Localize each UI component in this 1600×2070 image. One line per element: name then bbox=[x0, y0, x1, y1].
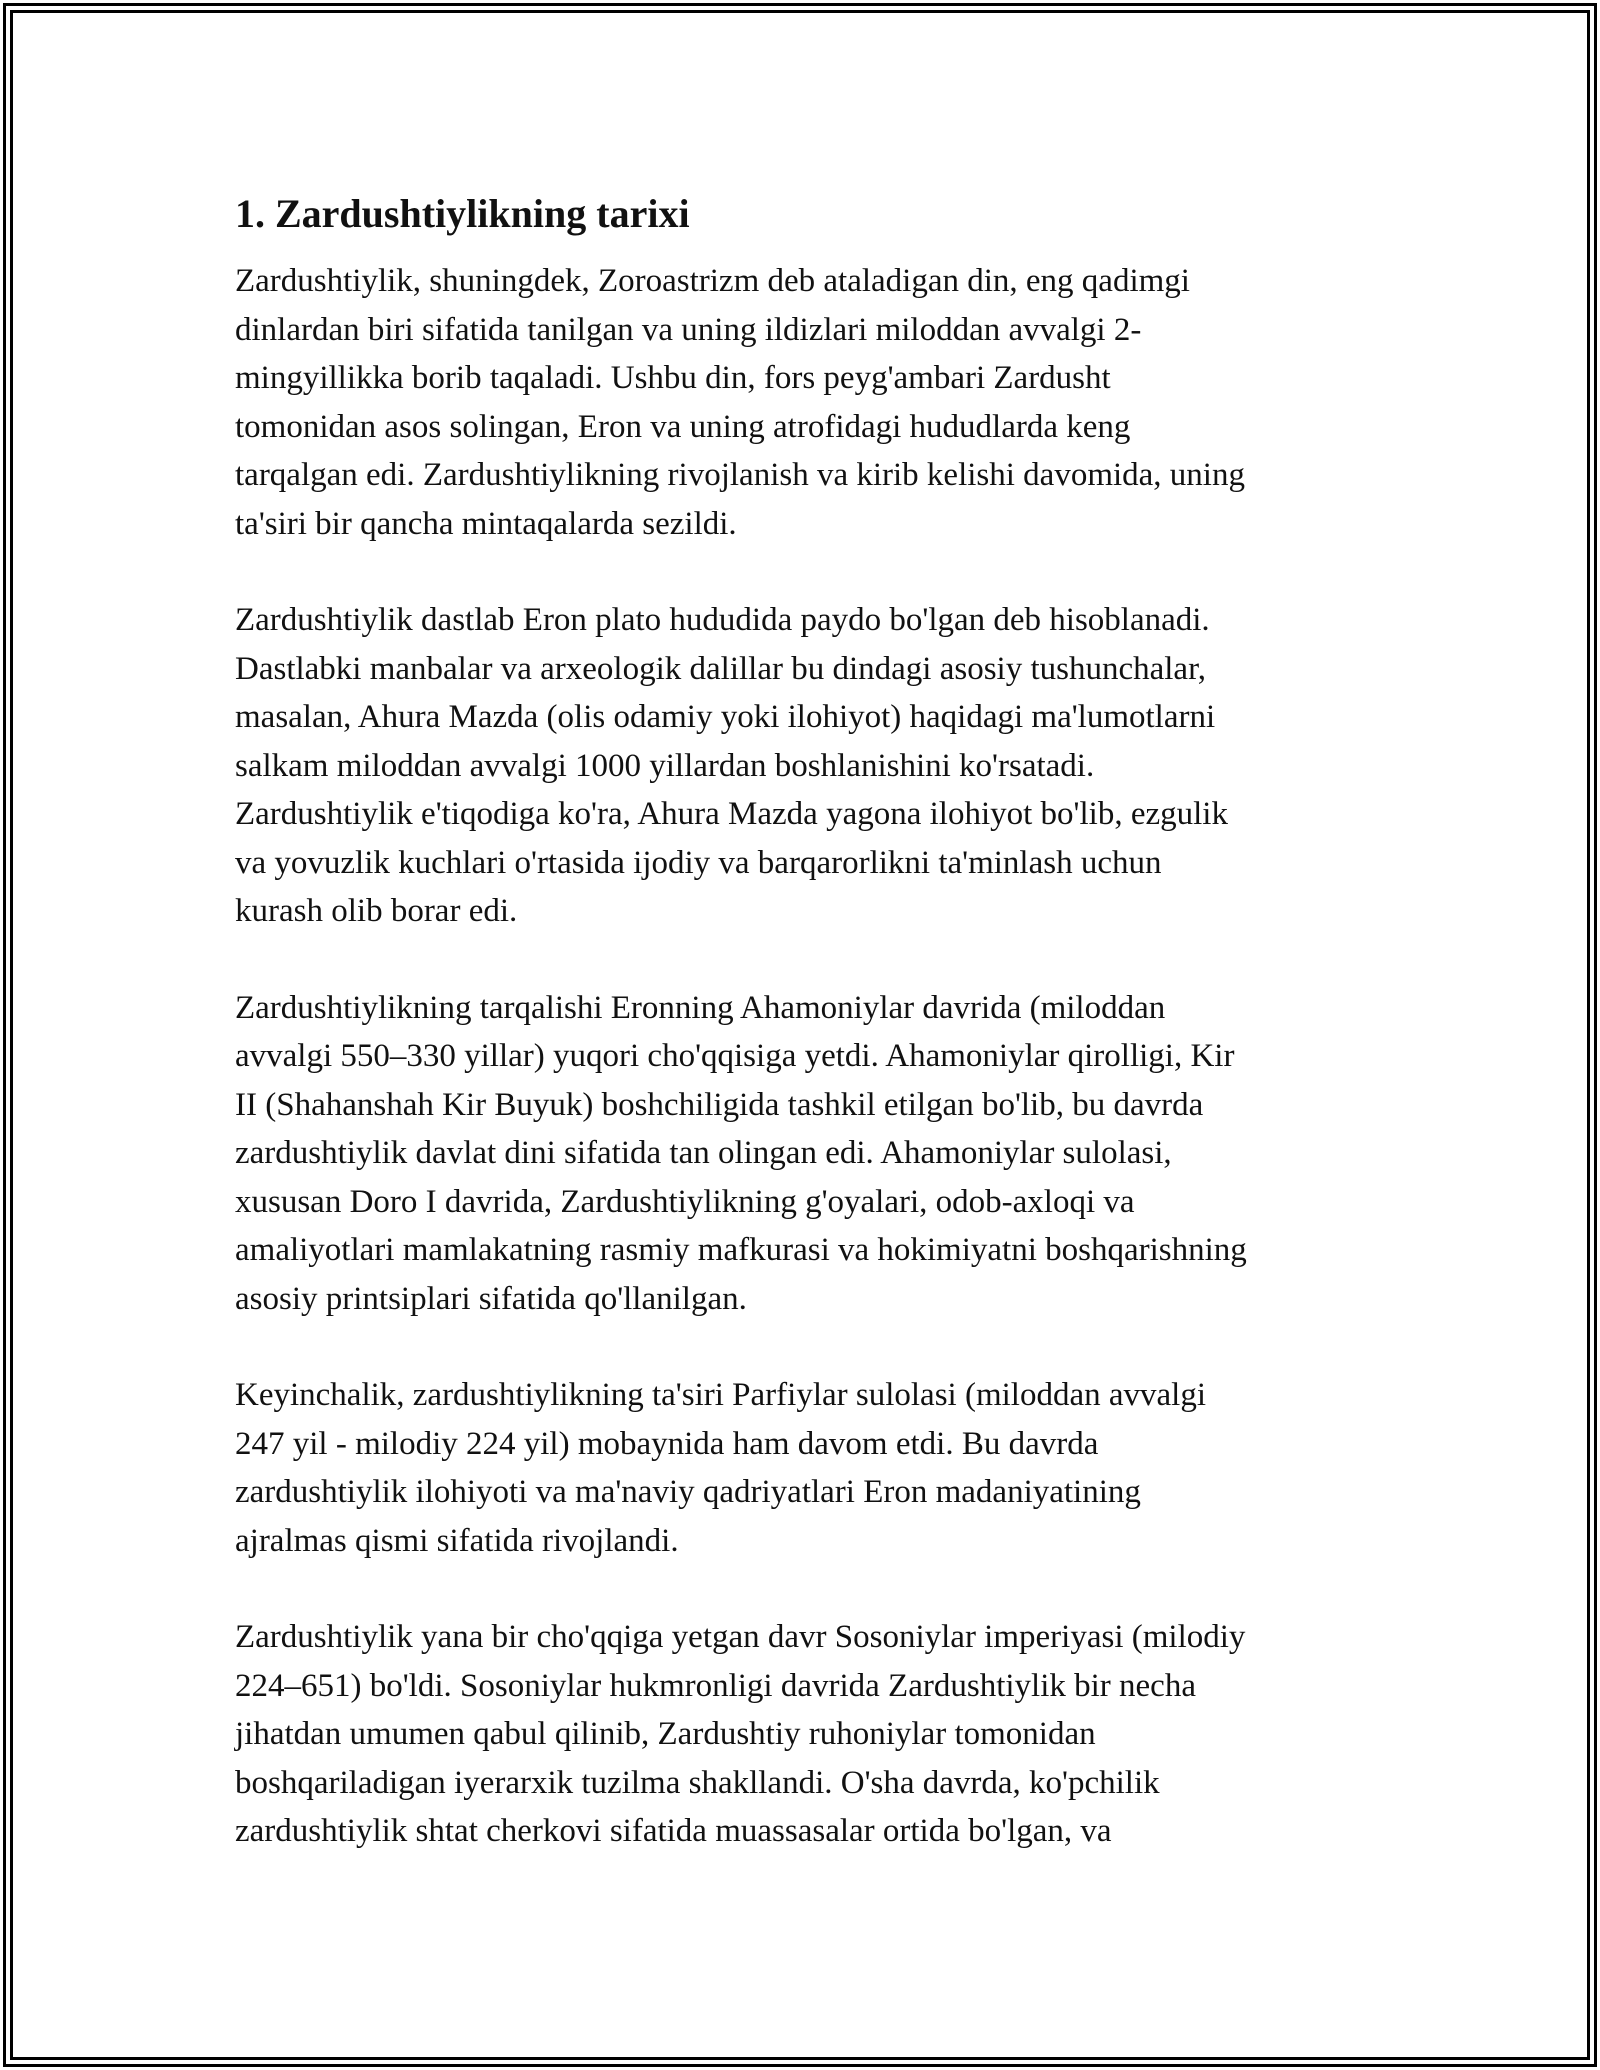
paragraph-line: masalan, Ahura Mazda (olis odamiy yoki ilohiyot) haqidagi ma'lumotlarni bbox=[235, 699, 1216, 735]
paragraph-line: zardushtiylik shtat cherkovi sifatida muassasalar ortida bo'lgan, va bbox=[235, 1813, 1112, 1849]
paragraph-line: salkam miloddan avvalgi 1000 yillardan boshlanishini ko'rsatadi. bbox=[235, 747, 1095, 784]
paragraph-line: asosiy printsiplari sifatida qo'llanilgan. bbox=[235, 1280, 747, 1317]
paragraph-line: zardushtiylik davlat dini sifatida tan olingan edi. Ahamoniylar sulolasi, bbox=[235, 1135, 1172, 1171]
paragraph-line: Dastlabki manbalar va arxeologik dalillar bu dindagi asosiy tushunchalar, bbox=[235, 650, 1206, 687]
paragraph-line: xususan Doro I davrida, Zardushtiylikning g'oyalari, odob-axloqi va bbox=[235, 1183, 1135, 1220]
paragraph-line: ajralmas qismi sifatida rivojlandi. bbox=[235, 1522, 679, 1559]
paragraph-3 bbox=[235, 984, 1375, 1324]
paragraph-line: 247 yil - milodiy 224 yil) mobaynida ham davom etdi. Bu davrda bbox=[235, 1425, 1099, 1462]
document-body bbox=[235, 185, 1375, 1904]
paragraph-line: 224–651) bo'ldi. Sosoniylar hukmronligi davrida Zardushtiylik bir necha bbox=[235, 1667, 1196, 1704]
paragraph-1 bbox=[235, 257, 1375, 548]
paragraph-line: Zardushtiylikning tarqalishi Eronning Ahamoniylar davrida (miloddan bbox=[235, 989, 1166, 1026]
paragraph-line: va yovuzlik kuchlari o'rtasida ijodiy va barqarorlikni ta'minlash uchun bbox=[235, 844, 1162, 881]
paragraph-line: mingyillikka borib taqaladi. Ushbu din, fors peyg'ambari Zardusht bbox=[235, 360, 1111, 396]
paragraph-4 bbox=[235, 1371, 1375, 1565]
paragraph-line: tarqalgan edi. Zardushtiylikning rivojlanish va kirib kelishi davomida, uning bbox=[235, 457, 1245, 493]
paragraph-line: jihatdan umumen qabul qilinib, Zardushtiy ruhoniylar tomonidan bbox=[235, 1716, 1096, 1752]
paragraph-line: amaliyotlari mamlakatning rasmiy mafkurasi va hokimiyatni boshqarishning bbox=[235, 1232, 1247, 1268]
paragraph-line: boshqariladigan iyerarxik tuzilma shakllandi. O'sha davrda, ko'pchilik bbox=[235, 1764, 1160, 1801]
paragraph-line: Zardushtiylik dastlab Eron plato hududida paydo bo'lgan deb hisoblanadi. bbox=[235, 602, 1210, 638]
paragraph-line: II (Shahanshah Kir Buyuk) boshchiligida tashkil etilgan bo'lib, bu davrda bbox=[235, 1086, 1204, 1123]
paragraph-line: ta'siri bir qancha mintaqalarda sezildi. bbox=[235, 505, 737, 542]
paragraph-line: tomonidan asos solingan, Eron va uning atrofidagi hududlarda keng bbox=[235, 408, 1131, 445]
paragraph-line: kurash olib borar edi. bbox=[235, 893, 518, 929]
paragraph-line: dinlardan biri sifatida tanilgan va uning ildizlari miloddan avvalgi 2- bbox=[235, 311, 1142, 348]
paragraph-line: Zardushtiylik e'tiqodiga ko'ra, Ahura Mazda yagona ilohiyot bo'lib, ezgulik bbox=[235, 796, 1228, 832]
paragraph-line: avvalgi 550–330 yillar) yuqori cho'qqisiga yetdi. Ahamoniylar qirolligi, Kir bbox=[235, 1038, 1235, 1074]
paragraph-line: zardushtiylik ilohiyoti va ma'naviy qadriyatlari Eron madaniyatining bbox=[235, 1474, 1141, 1510]
paragraph-line: Zardushtiylik yana bir cho'qqiga yetgan davr Sosoniylar imperiyasi (milodiy bbox=[235, 1619, 1246, 1655]
paragraph-line: Zardushtiylik, shuningdek, Zoroastrizm deb ataladigan din, eng qadimgi bbox=[235, 263, 1190, 299]
section-heading: 1. Zardushtiylikning tarixi bbox=[235, 191, 690, 236]
paragraph-line: Keyinchalik, zardushtiylikning ta'siri Parfiylar sulolasi (miloddan avvalgi bbox=[235, 1377, 1206, 1413]
paragraph-2 bbox=[235, 596, 1375, 936]
paragraph-5 bbox=[235, 1613, 1375, 1856]
